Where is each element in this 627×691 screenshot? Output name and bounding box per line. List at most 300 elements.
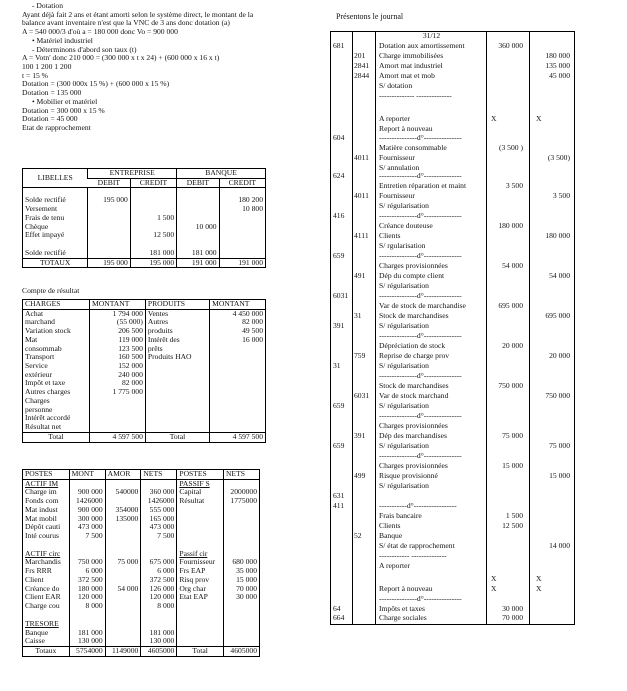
journal-label: Impôts et taxes [379,604,425,613]
table-row [23,497,260,506]
table-cell: Frais de tenu [25,212,65,222]
table-cell: 1 794 000 [89,309,145,318]
table-cell [219,249,265,258]
journal-row [331,134,574,144]
table-cell: TOTAUX [23,258,88,268]
table-header: MONT [69,470,105,480]
table-cell: Total [145,432,209,442]
table-row [23,249,266,258]
table-cell: 195 000 [130,258,176,268]
table-cell: 1426000 [141,497,177,506]
journal-debit-amount: 3 500 [505,181,523,190]
table-cell: Mat indust [25,504,58,514]
journal-row [331,312,574,322]
table-cell [88,249,130,258]
table-cell: 372 500 [141,576,177,585]
table-cell: Impôt et taxe [25,378,66,388]
table-cell: 680 000 [223,558,259,567]
journal-label: Stock de marchandises [379,381,449,390]
table-cell: Résultat [177,497,224,506]
table-cell: Risq prov [177,576,224,585]
table-cell: Frs EAP [177,567,224,576]
table-cell [219,240,265,249]
table-cell [89,406,145,415]
table-cell [145,379,209,388]
table-cell: ACTIF circ [25,548,61,558]
journal-account-credit: 201 [354,51,366,60]
journal-label: S/ régularisation [379,201,429,210]
table-cell: 49 500 [210,327,266,336]
journal-debit-amount: 75 000 [502,431,523,440]
table-cell: 555 000 [141,506,177,515]
table-cell [210,379,266,388]
journal-label: S/ rgularisation [379,241,426,250]
table-cell: Solde rectifié [25,248,66,258]
table-cell: Marchandis [25,557,61,567]
table-cell: Produits HAO [145,353,209,362]
journal-account-credit: 391 [354,431,366,440]
table-cell [105,593,141,602]
table-cell [177,231,219,240]
journal-account-credit: 4011 [354,191,369,200]
journal-account-debit: 31 [333,361,341,370]
text-line: • Mobilier et matériel [32,96,98,106]
text-line: Dotation = 45 000 [22,114,78,124]
table-cell: Ventes [145,309,209,318]
table-row [23,506,260,515]
text-line: Dotation = 135 000 [22,88,82,98]
header-entreprise: ENTREPRISE [88,169,177,179]
table-cell: 119 000 [89,336,145,345]
journal-row [331,452,574,462]
table-cell: Caisse [25,636,45,646]
journal-label: A reporter [379,561,410,570]
table-cell: 4 597 500 [89,432,145,442]
journal-debit-amount: 695 000 [498,301,523,310]
journal-account-credit: 2844 [354,71,370,80]
table-cell: 191 000 [219,258,265,268]
table-cell: 15 000 [223,576,259,585]
journal-mark: X [536,584,542,593]
table-cell: TRESORE [25,618,59,628]
table-cell [105,541,141,550]
journal-label: Charge sociales [379,613,427,622]
rapprochement-table [22,168,266,268]
journal-debit-amount: 54 000 [502,261,523,270]
table-cell: 540000 [105,488,141,497]
journal-table [330,31,575,625]
header-banque: BANQUE [177,169,266,179]
table-row [23,258,266,268]
table-cell: ACTIF IM [25,478,59,488]
journal-debit-amount: 20 000 [502,341,523,350]
header-debit: DEBIT [88,178,130,188]
text-line: A = Votn' donc 210 000 = (300 000 x t x 24) + (600 000 x 16 x t) [22,53,220,63]
journal-label: Var de stock marchand [379,391,449,400]
table-cell: produits [145,327,209,336]
journal-account-debit: 659 [333,251,345,260]
journal-row [331,432,574,442]
journal-row [331,154,574,164]
table-cell: 6 000 [69,567,105,576]
table-cell [223,541,259,550]
header-debit: DEBIT [177,178,219,188]
journal-row [331,542,574,552]
journal-debit-amount: 750 000 [498,381,523,390]
journal-credit-amount: 695 000 [545,311,570,320]
journal-label: ---------------d°--------------- [379,251,462,260]
journal-credit-amount: 14 000 [549,541,570,550]
table-cell: 12 500 [130,231,176,240]
table-cell: Mat mobil [25,513,57,523]
table-cell [89,397,145,406]
table-cell [141,611,177,620]
table-cell [145,406,209,415]
text-line: Ayant déjà fait 2 ans et étant amorti selon le système direct, le montant de la [22,9,254,19]
header-credit: CREDIT [130,178,176,188]
table-cell: 195 000 [88,258,130,268]
table-row [23,214,266,223]
header-libelles: LIBELLES [23,169,88,188]
text-line: • Matériel industriel [32,35,93,45]
journal-row [331,192,574,202]
journal-label: S/ régularisation [379,481,429,490]
table-cell: (55 000) [89,318,145,327]
journal-label: Créance douteuse [379,221,433,230]
table-cell [105,629,141,638]
table-cell: 1 500 [130,214,176,223]
journal-row [331,472,574,482]
table-cell: 10 800 [219,205,265,214]
table-cell: 8 000 [141,602,177,611]
table-cell [89,423,145,432]
table-cell: 1775000 [223,497,259,506]
table-cell [88,231,130,240]
table-cell: Variation stock [25,326,71,336]
table-cell: 4605000 [141,646,177,656]
table-cell: Banque [25,627,49,637]
table-cell [223,523,259,532]
text-line: - Déterminons d'abord son taux (t) [32,44,137,54]
table-cell [210,345,266,354]
table-cell: 4605000 [223,646,259,656]
journal-row [331,115,574,125]
journal-label: ---------------d°--------------- [379,451,462,460]
table-cell [69,541,105,550]
table-cell: 160 500 [89,353,145,362]
table-cell: 181 000 [130,249,176,258]
table-header: NETS [223,470,259,480]
table-cell [210,414,266,423]
table-cell: 372 500 [69,576,105,585]
table-row [23,620,260,629]
table-cell [223,515,259,524]
table-cell [177,506,224,515]
journal-label: S/ régularisation [379,401,429,410]
journal-debit-amount: 1 500 [505,511,523,520]
header-credit: CREDIT [219,178,265,188]
text-line: A = 540 000/3 d'où a = 180 000 donc Vo = 900 000 [22,27,178,37]
journal-credit-amount: 750 000 [545,391,570,400]
journal-row [331,332,574,342]
table-cell [88,240,130,249]
table-cell: 135000 [105,515,141,524]
journal-credit-amount: 75 000 [549,441,570,450]
table-cell: 675 000 [141,558,177,567]
table-row [23,423,266,432]
journal-account-credit: 31 [354,311,362,320]
table-cell: 30 000 [223,593,259,602]
journal-row [331,92,574,102]
journal-debit-amount: 30 000 [502,604,523,613]
table-cell: Mat [25,334,38,344]
table-cell [177,629,224,638]
table-cell [177,515,224,524]
table-cell: Achat [25,308,44,318]
journal-label: Frais bancaire [379,511,422,520]
journal-row [331,392,574,402]
table-cell: 8 000 [69,602,105,611]
table-cell [105,611,141,620]
journal-row [331,462,574,472]
table-cell [105,532,141,541]
table-cell: Effet impayé [25,230,65,240]
compte-resultat-table [22,299,266,443]
table-cell: 165 000 [141,515,177,524]
table-cell [223,532,259,541]
table-cell: 70 000 [223,585,259,594]
journal-account-debit: 411 [333,501,345,510]
journal-row [331,272,574,282]
table-cell [177,523,224,532]
journal-label: Fournisseur [379,153,415,162]
table-cell [130,188,176,205]
journal-label: S/ annulation [379,163,420,172]
journal-label: Entretien réparation et maint [379,181,467,190]
journal-label: Clients [379,231,401,240]
journal-row [331,562,574,572]
journal-label: ---------------d°--------------- [379,411,462,420]
journal-account-credit: 759 [354,351,366,360]
table-cell: 126 000 [141,585,177,594]
table-cell: Client EAR [25,592,61,602]
table-cell: 82 000 [210,318,266,327]
table-cell: Client [25,574,44,584]
table-row [23,309,266,318]
table-cell: 130 000 [69,637,105,646]
journal-row [331,72,574,82]
journal-label: ---------------d°--------------- [379,331,462,340]
journal-row [331,512,574,522]
journal-account-credit: 2841 [354,61,370,70]
compte-resultat-title: Compte de résultat [22,286,80,295]
journal-label: ---------------d°--------------- [379,211,462,220]
journal-account-debit: 416 [333,211,345,220]
table-cell [210,423,266,432]
journal-credit-amount: 45 000 [549,71,570,80]
journal-label: A reporter [379,114,410,123]
table-cell [223,506,259,515]
table-row [23,345,266,354]
table-cell [105,620,141,629]
table-cell: Totaux [23,646,70,656]
table-cell: consommab [25,343,62,353]
journal-debit-amount: 12 500 [502,521,523,530]
table-cell: 181 000 [69,629,105,638]
table-row [23,353,266,362]
table-cell [145,371,209,380]
table-header: NETS [141,470,177,480]
journal-debit-amount: (3 500 ) [498,143,523,152]
journal-label: Report à nouveau [379,584,433,593]
table-header: CHARGES [23,300,90,310]
bilan-table [22,469,260,657]
journal-row [331,232,574,242]
table-cell: 900 000 [69,488,105,497]
table-cell: 206 500 [89,327,145,336]
table-cell [105,567,141,576]
table-cell [145,362,209,371]
table-cell: Versement [25,204,58,214]
table-cell: Total [177,646,224,656]
journal-label: Fournisseur [379,191,415,200]
table-cell [145,397,209,406]
journal-label: Report à nouveau [379,124,433,133]
table-cell: 900 000 [69,506,105,515]
table-cell: 7 500 [141,532,177,541]
table-cell: personne [25,404,53,414]
journal-label: Charges provisionnées [379,261,448,270]
table-cell: Intérêt des [145,336,209,345]
table-cell: Fonds com [25,496,59,506]
journal-account-debit: 6031 [333,291,349,300]
journal-account-debit: 631 [333,491,345,500]
table-row [23,388,266,397]
table-cell [177,620,224,629]
journal-row [331,342,574,352]
table-cell: 354000 [105,506,141,515]
table-cell: 181 000 [141,629,177,638]
journal-account-credit: 499 [354,471,366,480]
table-cell [177,188,219,205]
table-cell [223,611,259,620]
table-row [23,397,266,406]
journal-label: Amort mat industriel [379,61,443,70]
journal-label: S/ régularisation [379,361,429,370]
journal-row [331,372,574,382]
table-cell [223,629,259,638]
journal-label: Var de stock de marchandise [379,301,466,310]
table-cell: Org char [177,585,224,594]
journal-credit-amount: 15 000 [549,471,570,480]
journal-credit-amount: (3 500) [547,153,570,162]
journal-label: Charges provisionnées [379,421,448,430]
table-row [23,567,260,576]
table-cell: 1149000 [105,646,141,656]
journal-label: S/ régularisation [379,321,429,330]
table-cell: Fournisseur [177,558,224,567]
table-cell: 5754000 [69,646,105,656]
table-row [23,188,266,205]
journal-row [331,212,574,222]
journal-account-debit: 604 [333,133,345,142]
table-cell: 300 000 [69,515,105,524]
journal-label: -----------d°----------------- [379,501,457,510]
table-cell: extérieur [25,369,52,379]
table-cell [88,205,130,214]
journal-label: Clients [379,521,401,530]
table-row [23,629,260,638]
journal-debit-amount: 70 000 [502,613,523,622]
journal-mark: X [491,584,497,593]
table-cell [219,214,265,223]
table-header: MONTANT [210,300,266,310]
table-cell: Créance do [25,583,60,593]
journal-row [331,422,574,432]
table-cell: Capital [177,488,224,497]
table-cell: Frs RRR [25,566,52,576]
table-cell: 130 000 [141,637,177,646]
table-cell [219,223,265,232]
table-cell: Intérêt accordé [25,413,71,423]
table-cell [177,602,224,611]
journal-row [331,614,574,624]
text-line: - Dotation [32,1,64,10]
journal-row [331,412,574,422]
table-cell: 473 000 [69,523,105,532]
table-cell: Charge im [25,487,57,497]
journal-label: Charges provisionnées [379,461,448,470]
table-cell: 7 500 [69,532,105,541]
journal-row [331,482,574,492]
journal-label: Dotation aux amortissement [379,41,465,50]
journal-row [331,252,574,262]
table-header: MONTANT [89,300,145,310]
table-cell: 152 000 [89,362,145,371]
journal-label: S/ dotation [379,81,413,90]
table-cell: 6 000 [141,567,177,576]
text-line: Dotation = (300 000x 15 %) + (600 000 x 15 %) [22,79,170,89]
journal-account-debit: 659 [333,401,345,410]
journal-row [331,262,574,272]
table-cell: Autres charges [25,387,71,397]
table-header: PRODUITS [145,300,209,310]
journal-label: S/ état de rapprochement [379,541,455,550]
table-cell [145,414,209,423]
table-cell: 10 000 [177,223,219,232]
table-cell [210,388,266,397]
text-line: Dotation = 300 000 x 15 % [22,105,105,115]
journal-label: Stock de marchandises [379,311,449,320]
table-cell: Autres [145,318,209,327]
table-row [23,231,266,240]
journal-debit-amount: 15 000 [502,461,523,470]
table-cell: 473 000 [141,523,177,532]
journal-credit-amount: 20 000 [549,351,570,360]
table-cell [219,231,265,240]
journal-label: Banque [379,531,403,540]
journal-credit-amount: 3 500 [552,191,570,200]
journal-row [331,82,574,92]
table-cell [210,397,266,406]
journal-credit-amount: 180 000 [545,51,570,60]
table-cell: Passif cir [177,550,224,559]
table-cell [88,223,130,232]
table-cell: Solde rectifié [25,195,66,205]
journal-label: ---------------d°--------------- [379,133,462,142]
journal-label: ---------------d°--------------- [379,594,462,603]
table-cell [141,541,177,550]
